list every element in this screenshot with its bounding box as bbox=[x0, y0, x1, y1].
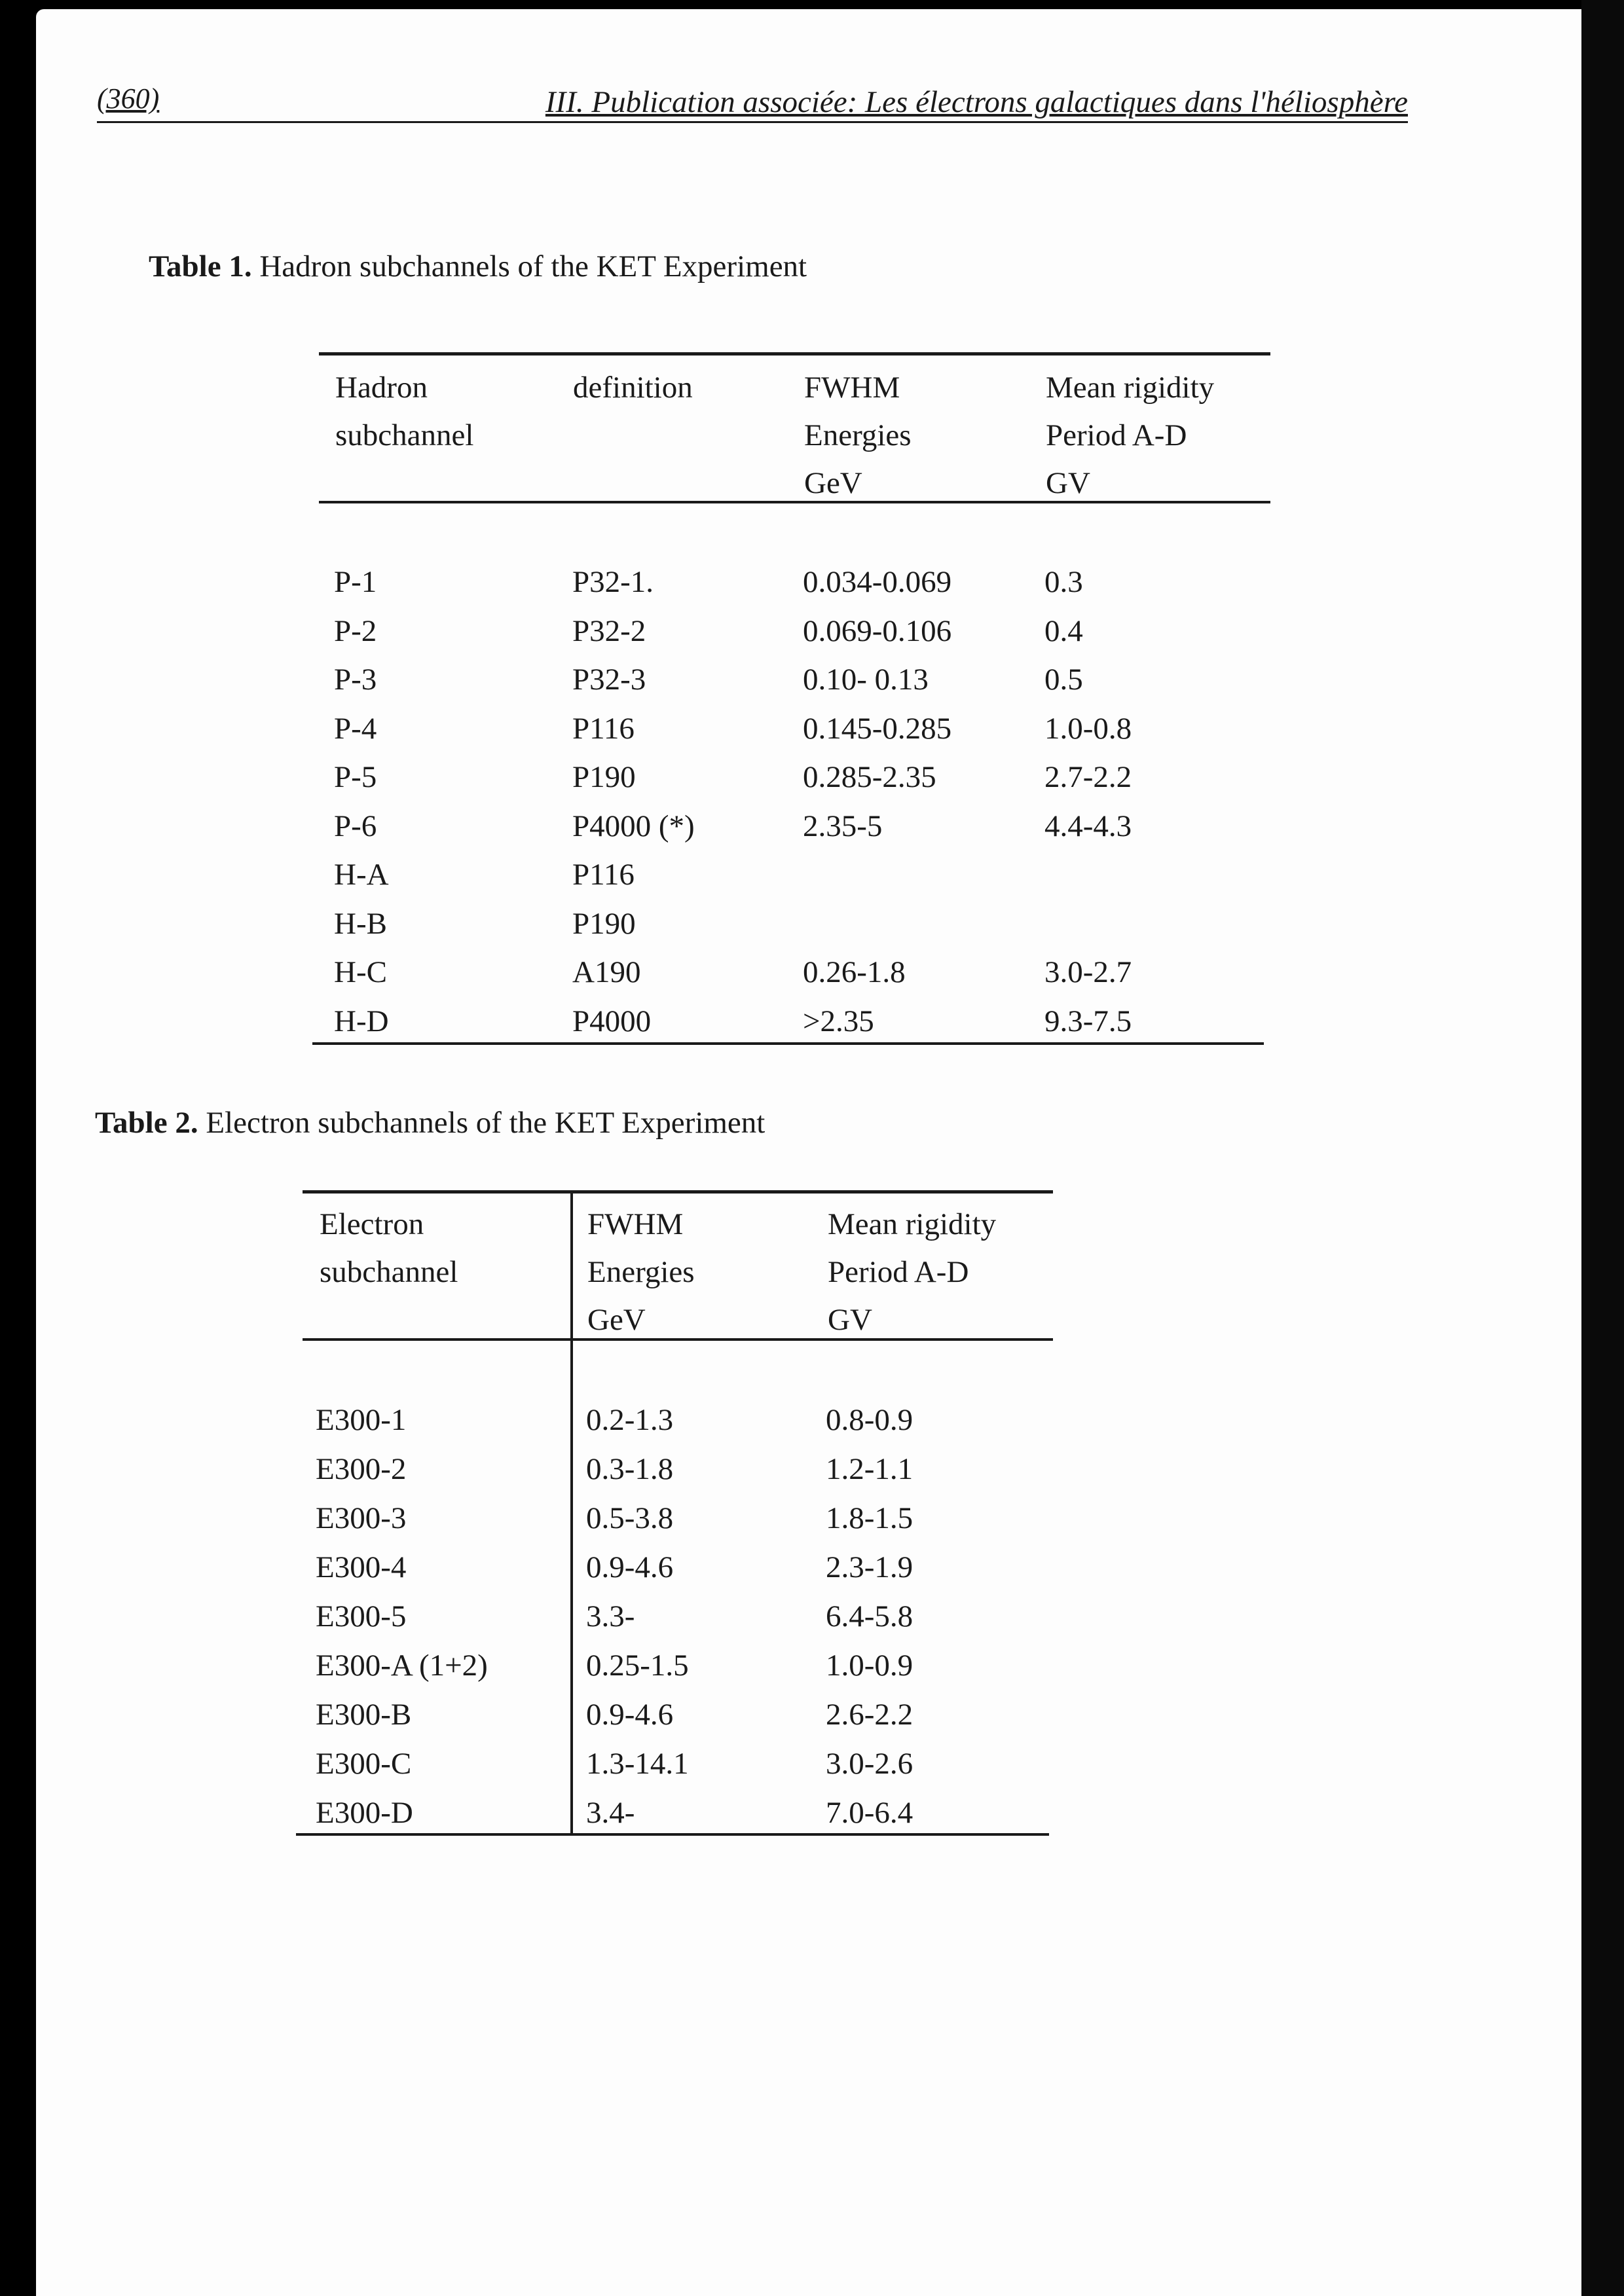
table2-header-col2: FWHM Energies GeV bbox=[587, 1207, 695, 1337]
table2-cell-r6-c3: 1.0-0.9 bbox=[826, 1649, 913, 1683]
table1-cell-r1-c3: 0.034-0.069 bbox=[803, 565, 952, 599]
table1-caption bbox=[149, 249, 807, 284]
table1-caption-text: Hadron subchannels of the KET Experiment bbox=[251, 249, 807, 283]
table1-cell-r5-c3: 0.285-2.35 bbox=[803, 760, 936, 794]
table1-cell-r4-c1: P-4 bbox=[334, 711, 377, 746]
table2-cell-r7-c2: 0.9-4.6 bbox=[586, 1698, 674, 1732]
table1-cell-r4-c4: 1.0-0.8 bbox=[1044, 711, 1132, 746]
table2-cell-r4-c1: E300-4 bbox=[316, 1550, 407, 1584]
table1-cell-r2-c3: 0.069-0.106 bbox=[803, 613, 952, 648]
table2-cell-r5-c1: E300-5 bbox=[316, 1599, 407, 1633]
table1-cell-r5-c4: 2.7-2.2 bbox=[1044, 760, 1132, 794]
table1-cell-r3-c3: 0.10- 0.13 bbox=[803, 663, 929, 697]
table2-cell-r6-c1: E300-A (1+2) bbox=[316, 1649, 488, 1683]
table1-cell-r5-c2: P190 bbox=[572, 760, 636, 794]
table2-caption-text: Electron subchannels of the KET Experiment bbox=[198, 1106, 766, 1140]
table1-cell-r10-c4: 9.3-7.5 bbox=[1044, 1004, 1132, 1038]
table2-cell-r5-c2: 3.3- bbox=[586, 1599, 635, 1633]
table1-cell-r7-c1: H-A bbox=[334, 858, 389, 892]
table2-cell-r1-c1: E300-1 bbox=[316, 1403, 407, 1437]
table2-cell-r7-c1: E300-B bbox=[316, 1698, 412, 1732]
table2-cell-r8-c3: 3.0-2.6 bbox=[826, 1747, 913, 1781]
table2-header-col1: Electron subchannel bbox=[320, 1207, 458, 1289]
table1-cell-r1-c4: 0.3 bbox=[1044, 565, 1083, 599]
table1-cell-r5-c1: P-5 bbox=[334, 760, 377, 794]
table2-cell-r9-c3: 7.0-6.4 bbox=[826, 1796, 913, 1830]
table1-header-col3: FWHM Energies GeV bbox=[804, 371, 912, 500]
table1-cell-r6-c1: P-6 bbox=[334, 809, 377, 843]
table2-cell-r1-c3: 0.8-0.9 bbox=[826, 1403, 913, 1437]
table1-cell-r10-c3: >2.35 bbox=[803, 1004, 874, 1038]
table1-cell-r1-c1: P-1 bbox=[334, 565, 377, 599]
running-header bbox=[97, 82, 1408, 123]
table1-cell-r9-c4: 3.0-2.7 bbox=[1044, 955, 1132, 989]
table2-cell-r4-c3: 2.3-1.9 bbox=[826, 1550, 913, 1584]
table2-cell-r4-c2: 0.9-4.6 bbox=[586, 1550, 674, 1584]
table1-cell-r2-c4: 0.4 bbox=[1044, 613, 1083, 648]
table1-cell-r3-c2: P32-3 bbox=[572, 663, 646, 697]
table1-top-rule bbox=[319, 352, 1270, 355]
table2-cell-r8-c2: 1.3-14.1 bbox=[586, 1747, 689, 1781]
table1-cell-r9-c3: 0.26-1.8 bbox=[803, 955, 906, 989]
table2-cell-r9-c2: 3.4- bbox=[586, 1796, 635, 1830]
table1-cell-r2-c1: P-2 bbox=[334, 613, 377, 648]
table2-caption-label: Table 2. bbox=[95, 1106, 198, 1140]
table1-cell-r4-c3: 0.145-0.285 bbox=[803, 711, 952, 746]
table2-cell-r3-c1: E300-3 bbox=[316, 1501, 407, 1535]
table2-bottom-rule bbox=[296, 1833, 1049, 1836]
table1-cell-r9-c1: H-C bbox=[334, 955, 387, 989]
table1-cell-r3-c1: P-3 bbox=[334, 663, 377, 697]
table2-cell-r2-c3: 1.2-1.1 bbox=[826, 1452, 913, 1486]
table2-cell-r7-c3: 2.6-2.2 bbox=[826, 1698, 913, 1732]
table1-cell-r10-c1: H-D bbox=[334, 1004, 389, 1038]
table1-cell-r6-c4: 4.4-4.3 bbox=[1044, 809, 1132, 843]
table2-caption bbox=[95, 1105, 765, 1140]
table1-cell-r9-c2: A190 bbox=[572, 955, 641, 989]
table2-cell-r1-c2: 0.2-1.3 bbox=[586, 1403, 674, 1437]
page-number: (360) bbox=[97, 82, 160, 115]
table1-caption-label: Table 1. bbox=[149, 249, 252, 283]
table2-header-col3: Mean rigidity Period A-D GV bbox=[828, 1207, 997, 1337]
table1-header-col1: Hadron subchannel bbox=[335, 371, 474, 452]
table2-cell-r2-c2: 0.3-1.8 bbox=[586, 1452, 674, 1486]
scan-edge bbox=[1581, 0, 1624, 2296]
table2-cell-r8-c1: E300-C bbox=[316, 1747, 412, 1781]
table2-top-rule bbox=[303, 1190, 1053, 1194]
table1-cell-r3-c4: 0.5 bbox=[1044, 663, 1083, 697]
table2-cell-r9-c1: E300-D bbox=[316, 1796, 413, 1830]
table2-cell-r2-c1: E300-2 bbox=[316, 1452, 407, 1486]
table1-cell-r7-c2: P116 bbox=[572, 858, 635, 892]
table2-cell-r6-c2: 0.25-1.5 bbox=[586, 1649, 689, 1683]
table1-cell-r8-c2: P190 bbox=[572, 906, 636, 941]
running-title: III. Publication associée: Les électrons galactiques dans l'héliosphère bbox=[545, 85, 1408, 119]
table1-cell-r6-c2: P4000 (*) bbox=[572, 809, 695, 843]
table1-cell-r1-c2: P32-1. bbox=[572, 565, 654, 599]
table1-cell-r6-c3: 2.35-5 bbox=[803, 809, 883, 843]
table2-cell-r3-c3: 1.8-1.5 bbox=[826, 1501, 913, 1535]
table1-header-col2: definition bbox=[573, 371, 693, 405]
table1-header-col4: Mean rigidity Period A-D GV bbox=[1046, 371, 1215, 500]
table1-cell-r10-c2: P4000 bbox=[572, 1004, 652, 1038]
table1-cell-r8-c1: H-B bbox=[334, 906, 387, 941]
table1-cell-r2-c2: P32-2 bbox=[572, 613, 646, 648]
table2-column-rule bbox=[570, 1190, 573, 1834]
table1-cell-r4-c2: P116 bbox=[572, 711, 635, 746]
table2-cell-r3-c2: 0.5-3.8 bbox=[586, 1501, 674, 1535]
table1-bottom-rule bbox=[312, 1042, 1264, 1045]
table2-cell-r5-c3: 6.4-5.8 bbox=[826, 1599, 913, 1633]
